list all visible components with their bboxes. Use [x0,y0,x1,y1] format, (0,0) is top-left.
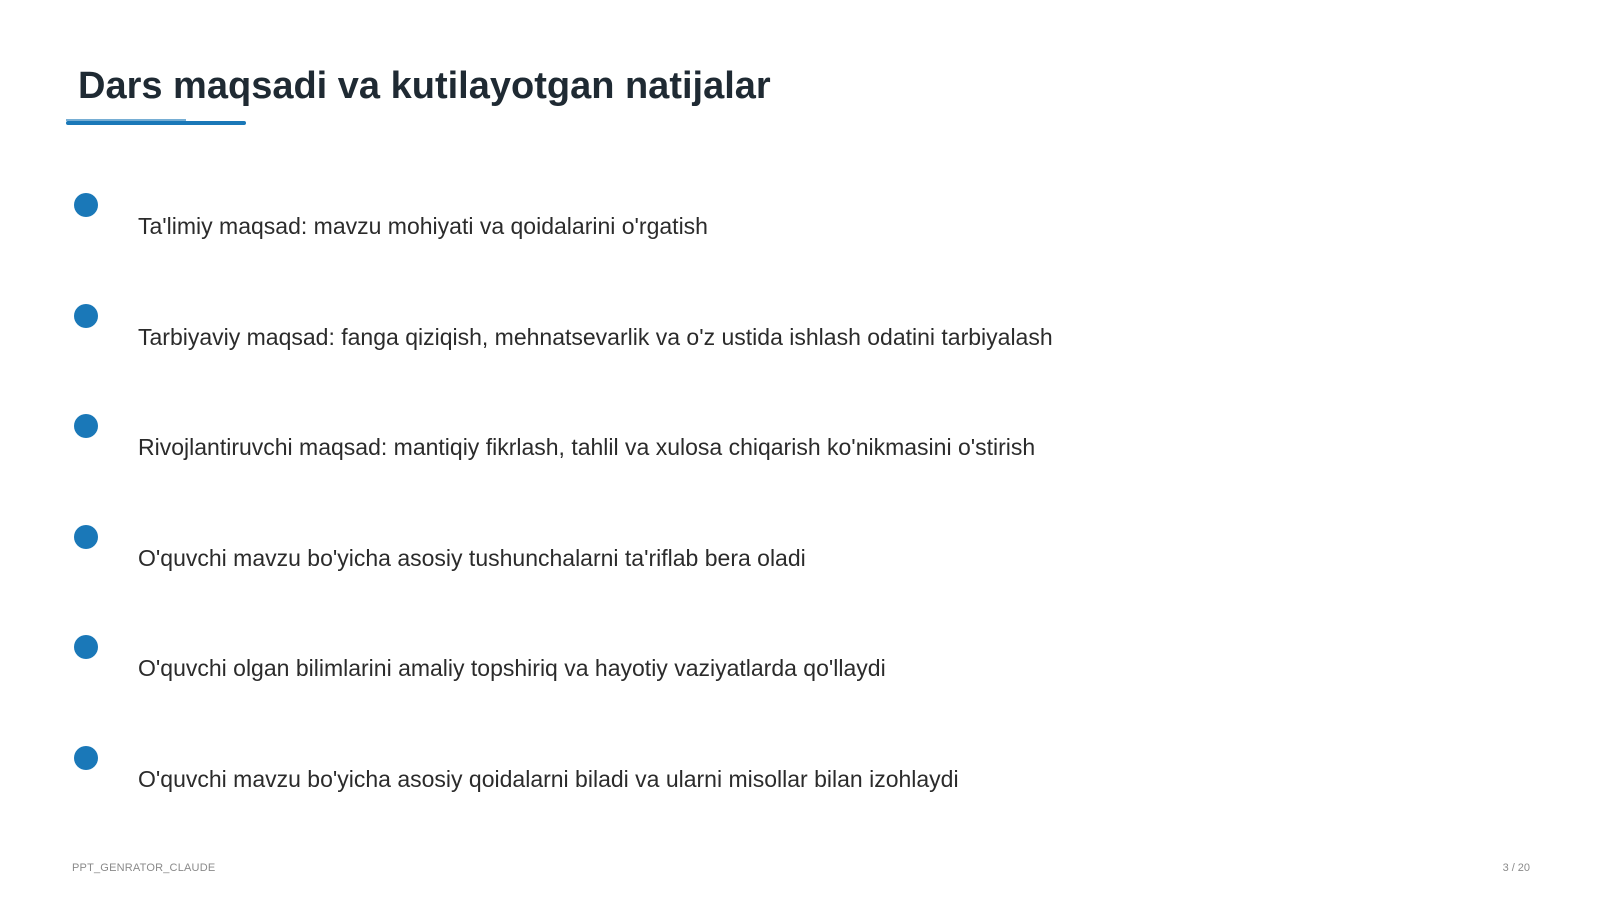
bullet-dot-icon [74,414,98,438]
bullet-text: O'quvchi mavzu bo'yicha asosiy tushunchalarni ta'riflab bera oladi [138,545,806,571]
page-current: 3 [1502,862,1509,874]
list-item [0,193,1500,253]
bullet-dot-icon [74,304,98,328]
footer-brand: PPT_GENRATOR_CLAUDE [72,862,216,874]
list-item [0,635,1500,695]
bullet-dot-icon [74,635,98,659]
bullet-dot-icon [74,525,98,549]
page-number [1503,862,1530,874]
bullet-text: Rivojlantiruvchi maqsad: mantiqiy fikrlash, tahlil va xulosa chiqarish ko'nikmasini o'stirish [138,434,1036,460]
list-item [0,525,1500,585]
bullet-text: O'quvchi olgan bilimlarini amaliy topshiriq va hayotiy vaziyatlarda qo'llaydi [138,655,886,681]
bullet-dot-icon [74,193,98,217]
list-item [0,746,1500,806]
list-item [0,414,1500,474]
page-separator: / [1511,862,1515,874]
page-total: 20 [1517,862,1530,874]
bullet-text: O'quvchi mavzu bo'yicha asosiy qoidalarni biladi va ularni misollar bilan izohlaydi [138,766,959,792]
bullet-text: Ta'limiy maqsad: mavzu mohiyati va qoidalarini o'rgatish [138,213,708,239]
bullet-dot-icon [74,746,98,770]
bullet-text: Tarbiyaviy maqsad: fanga qiziqish, mehnatsevarlik va o'z ustida ishlash odatini tarbiyalash [138,324,1053,350]
list-item [0,304,1500,364]
slide-title: Dars maqsadi va kutilayotgan natijalar [78,65,771,107]
